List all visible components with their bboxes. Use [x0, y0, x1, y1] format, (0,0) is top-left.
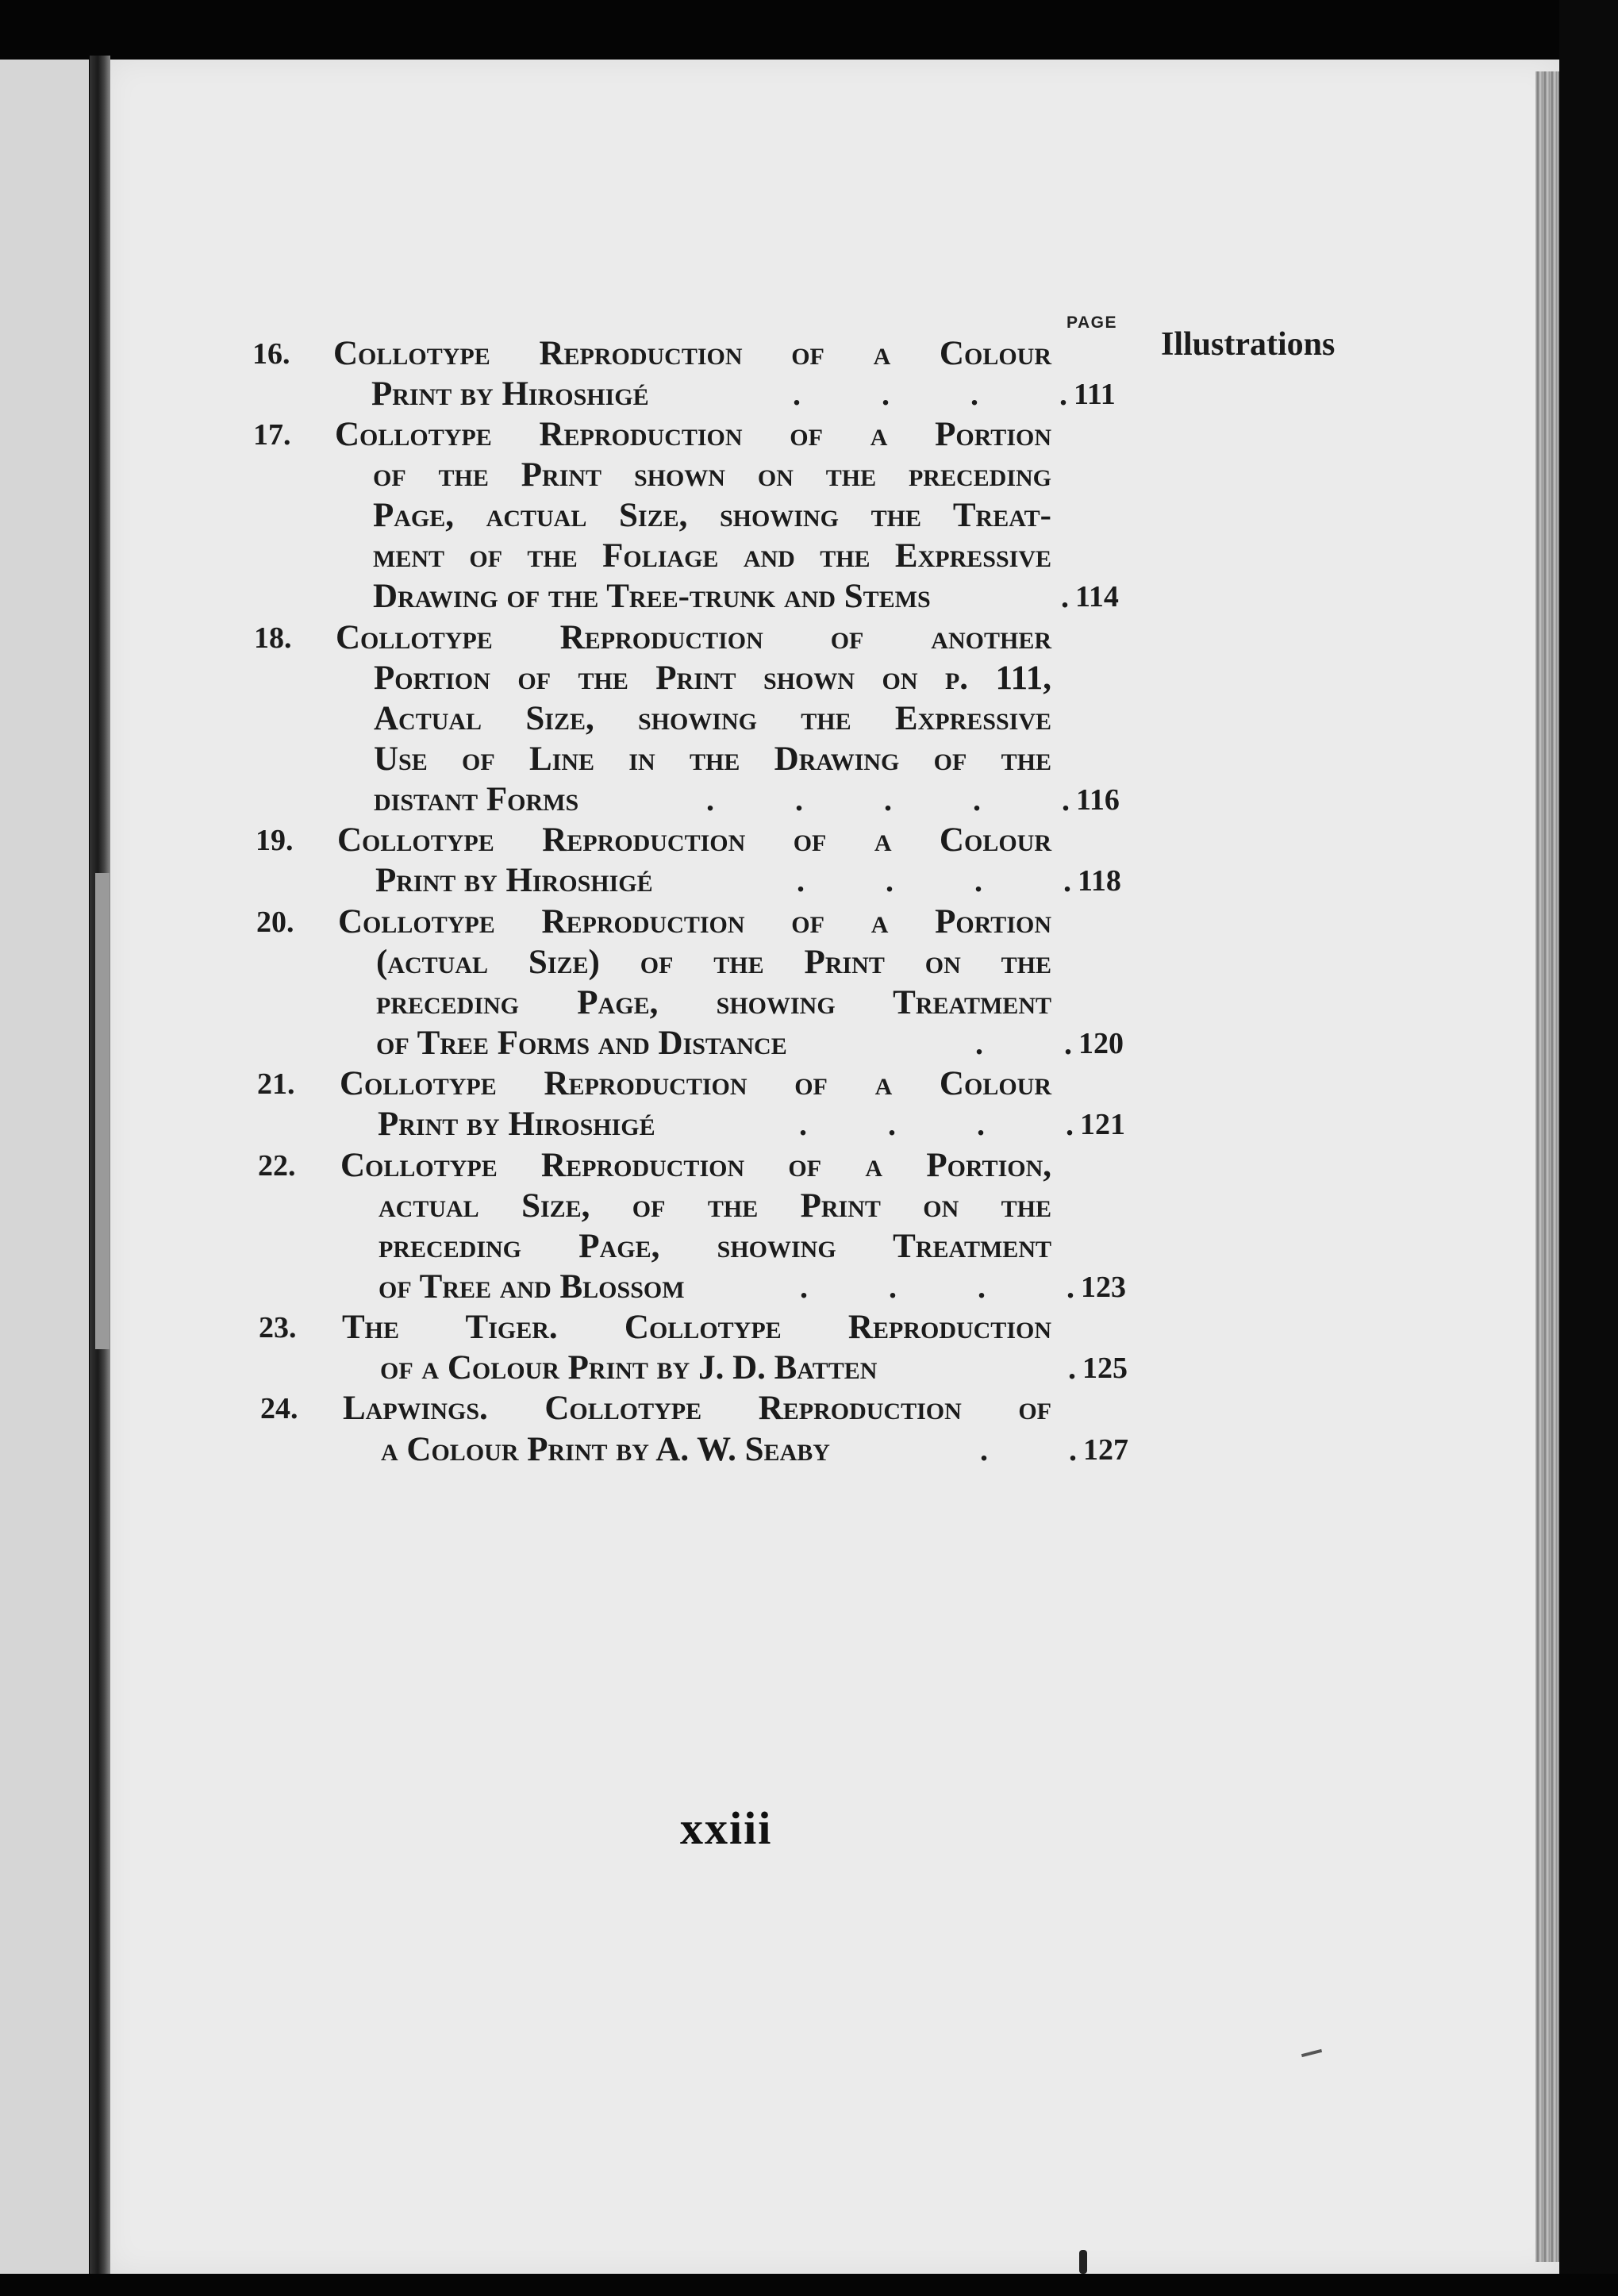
entry-text-line: preceding Page, showing Treatment	[379, 1228, 1051, 1265]
entry-text-line: of Tree Forms and Distance	[376, 1025, 787, 1062]
entry-text-line: Portion of the Print shown on p. 111,	[374, 660, 1051, 697]
entry-text-line: Collotype Reproduction of a Portion	[338, 903, 1051, 940]
entry-text-line: Collotype Reproduction of a Colour	[333, 335, 1051, 372]
paper-nick	[1079, 2250, 1087, 2274]
entry-page-number: 121	[1080, 1108, 1125, 1141]
leader-dots: . .	[975, 1025, 1072, 1061]
entry-number: 18.	[254, 621, 292, 655]
leader-dots: . . . . .	[706, 782, 1070, 817]
entry-text-line: The Tiger. Collotype Reproduction	[342, 1309, 1051, 1346]
leader-dots: . . . .	[799, 1106, 1074, 1142]
entry-text-line: preceding Page, showing Treatment	[376, 984, 1051, 1021]
entry-text-line: (actual Size) of the Print on the	[376, 944, 1051, 981]
entry-number: 24.	[260, 1392, 298, 1425]
running-title: Illustrations	[1161, 326, 1336, 363]
leader-dots: . .	[980, 1432, 1077, 1467]
entry-number: 17.	[253, 418, 291, 452]
leader-dots: .	[1068, 1350, 1076, 1386]
leader-dots: . . . .	[793, 376, 1067, 412]
entry-number: 19.	[256, 824, 294, 857]
entry-page-number: 125	[1082, 1352, 1128, 1385]
entry-page-number: 120	[1078, 1027, 1124, 1060]
entry-text-line: actual Size, of the Print on the	[379, 1187, 1051, 1225]
entry-text-line: Print by Hiroshigé	[375, 862, 653, 899]
entry-text-line: of Tree and Blossom	[379, 1268, 685, 1306]
leader-dots: .	[1061, 579, 1069, 614]
entry-text-line: a Colour Print by A. W. Seaby	[381, 1431, 830, 1468]
entry-text-line: Lapwings. Collotype Reproduction of	[343, 1390, 1051, 1427]
entry-page-number: 116	[1076, 783, 1120, 817]
entry-number: 21.	[257, 1067, 295, 1101]
entry-text-line: Print by Hiroshigé	[378, 1106, 655, 1143]
page-column-heading: PAGE	[1066, 313, 1117, 332]
entry-text-line: Collotype Reproduction of a Portion	[335, 416, 1051, 453]
entry-text-line: Collotype Reproduction of a Portion,	[340, 1147, 1051, 1184]
entry-text-line: Collotype Reproduction of a Colour	[337, 821, 1051, 859]
entry-text-line: Use of Line in the Drawing of the	[374, 740, 1051, 778]
entry-page-number: 123	[1081, 1271, 1126, 1304]
entry-text-line: of the Print shown on the preceding	[373, 456, 1051, 494]
entry-text-line: of a Colour Print by J. D. Batten	[380, 1349, 878, 1386]
entry-text-line: Actual Size, showing the Expressive	[374, 700, 1051, 737]
entry-text-line: distant Forms	[374, 781, 579, 818]
entry-text-line: Print by Hiroshigé	[371, 375, 649, 413]
entry-page-number: 118	[1078, 864, 1121, 898]
entry-page-number: 111	[1074, 378, 1116, 411]
leader-dots: . . . .	[797, 863, 1071, 898]
entry-text-line: Page, actual Size, showing the Treat-	[373, 497, 1051, 534]
entry-number: 16.	[252, 337, 290, 371]
entry-number: 23.	[259, 1311, 297, 1344]
entry-text-line: Drawing of the Tree-trunk and Stems	[373, 578, 931, 615]
leader-dots: . . . .	[800, 1269, 1074, 1305]
entry-text-line: ment of the Foliage and the Expressive	[373, 537, 1051, 575]
entry-page-number: 114	[1075, 580, 1119, 613]
entry-number: 20.	[256, 906, 294, 939]
entry-number: 22.	[258, 1149, 296, 1183]
entry-page-number: 127	[1083, 1433, 1128, 1467]
entry-text-line: Collotype Reproduction of a Colour	[340, 1065, 1051, 1102]
page-number: xxiii	[680, 1802, 773, 1854]
entry-text-line: Collotype Reproduction of another	[336, 619, 1051, 656]
